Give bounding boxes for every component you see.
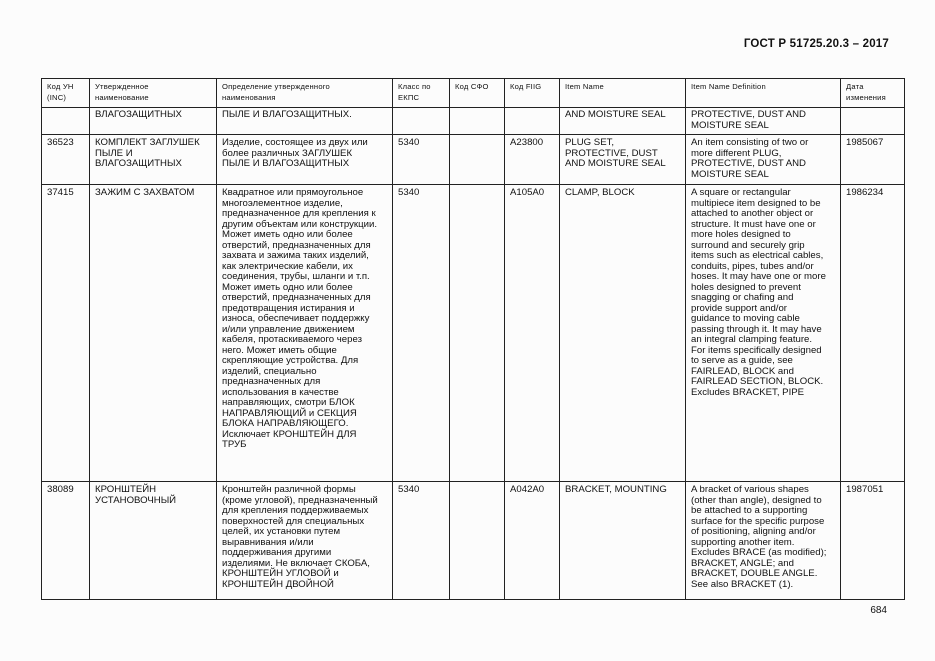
cell-approved-name: ЗАЖИМ С ЗАХВАТОМ bbox=[90, 185, 217, 482]
col-header-item-name: Item Name bbox=[560, 79, 686, 108]
cell-code bbox=[42, 108, 90, 135]
table-row bbox=[42, 135, 905, 185]
cell-class: 5340 bbox=[393, 482, 450, 600]
table-row bbox=[42, 108, 905, 135]
cell-definition: Кронштейн различной формы (кроме угловой), предназначенный для крепления поддерживаемых поверхностей для специальных целей, их установки путем выравнивания и/или поддерживания другими изделиями. Не включает СКОБА, КРОНШТЕЙН УГЛОВОЙ и КРОНШТЕЙН ДВОЙНОЙ bbox=[217, 482, 393, 600]
cell-item-definition: An item consisting of two or more different PLUG, PROTECTIVE, DUST AND MOISTURE SEAL bbox=[686, 135, 841, 185]
col-header-sfo: Код СФО bbox=[450, 79, 505, 108]
cell-sfo bbox=[450, 108, 505, 135]
col-header-approved-name: Утвержденное наименование bbox=[90, 79, 217, 108]
cell-approved-name: ВЛАГОЗАЩИТНЫХ bbox=[90, 108, 217, 135]
cell-date: 1986234 bbox=[841, 185, 905, 482]
cell-class: 5340 bbox=[393, 135, 450, 185]
cell-definition: ПЫЛЕ И ВЛАГОЗАЩИТНЫХ. bbox=[217, 108, 393, 135]
cell-item-definition: A square or rectangular multipiece item designed to be attached to another object or structure. It must have one or more holes designed to surround and securely grip items such as electrical cables, conduits, pipes, tubes and/or hoses. It may have one or more holes designed to prevent snagging or chafing and provide support and/or guidance to moving cable passing through it. It may have an integral clamping feature. For items specifically designed to serve as a guide, see FAIRLEAD, BLOCK and FAIRLEAD SECTION, BLOCK. Excludes BRACKET, PIPE bbox=[686, 185, 841, 482]
col-header-date: Дата изменения bbox=[841, 79, 905, 108]
cell-item-name: BRACKET, MOUNTING bbox=[560, 482, 686, 600]
table-row bbox=[42, 185, 905, 482]
cell-date bbox=[841, 108, 905, 135]
cell-fiig: A105A0 bbox=[505, 185, 560, 482]
cell-sfo bbox=[450, 185, 505, 482]
cell-sfo bbox=[450, 482, 505, 600]
col-header-item-definition: Item Name Definition bbox=[686, 79, 841, 108]
col-header-code: Код УН (INC) bbox=[42, 79, 90, 108]
cell-item-definition: A bracket of various shapes (other than angle), designed to be attached to a supporting surface for the specific purpose of positioning, aligning and/or supporting another item. Excludes BRACE (as modified); BRACKET, ANGLE; and BRACKET, DOUBLE ANGLE. See also BRACKET (1). bbox=[686, 482, 841, 600]
table-row bbox=[42, 482, 905, 600]
cell-definition: Изделие, состоящее из двух или более различных ЗАГЛУШЕК ПЫЛЕ И ВЛАГОЗАЩИТНЫХ bbox=[217, 135, 393, 185]
col-header-fiig: Код FIIG bbox=[505, 79, 560, 108]
cell-code: 37415 bbox=[42, 185, 90, 482]
cell-approved-name: КОМПЛЕКТ ЗАГЛУШЕК ПЫЛЕ И ВЛАГОЗАЩИТНЫХ bbox=[90, 135, 217, 185]
col-header-class: Класс по ЕКПС bbox=[393, 79, 450, 108]
cell-date: 1985067 bbox=[841, 135, 905, 185]
cell-item-definition: PROTECTIVE, DUST AND MOISTURE SEAL bbox=[686, 108, 841, 135]
col-header-definition: Определение утвержденного наименования bbox=[217, 79, 393, 108]
cell-approved-name: КРОНШТЕЙН УСТАНОВОЧНЫЙ bbox=[90, 482, 217, 600]
cell-fiig: A042A0 bbox=[505, 482, 560, 600]
cell-fiig bbox=[505, 108, 560, 135]
items-table bbox=[41, 78, 905, 600]
cell-class: 5340 bbox=[393, 185, 450, 482]
cell-definition: Квадратное или прямоугольное многоэлементное изделие, предназначенное для крепления к другим объектам или конструкции. Может иметь одно или более отверстий, предназначенных для захвата и зажима таких изделий, как электрические кабели, их соединения, трубы, шланги и т.п. Может иметь одно или более отверстий, предназначенных для предотвращения истирания и износа, обеспечивает поддержку и/или управление движением кабеля, протаскиваемого через него. Может иметь общие скрепляющие устройства. Для изделий, специально предназначенных для использования в качестве направляющих, смотри БЛОК НАПРАВЛЯЮЩИЙ и СЕКЦИЯ БЛОКА НАПРАВЛЯЮЩЕГО. Исключает КРОНШТЕЙН ДЛЯ ТРУБ bbox=[217, 185, 393, 482]
cell-code: 38089 bbox=[42, 482, 90, 600]
cell-sfo bbox=[450, 135, 505, 185]
cell-date: 1987051 bbox=[841, 482, 905, 600]
document-title: ГОСТ Р 51725.20.3 – 2017 bbox=[743, 38, 889, 50]
cell-item-name: AND MOISTURE SEAL bbox=[560, 108, 686, 135]
cell-class bbox=[393, 108, 450, 135]
page-number: 684 bbox=[870, 605, 887, 616]
cell-code: 36523 bbox=[42, 135, 90, 185]
header-row bbox=[42, 79, 905, 108]
cell-item-name: PLUG SET, PROTECTIVE, DUST AND MOISTURE SEAL bbox=[560, 135, 686, 185]
cell-item-name: CLAMP, BLOCK bbox=[560, 185, 686, 482]
cell-fiig: A23800 bbox=[505, 135, 560, 185]
